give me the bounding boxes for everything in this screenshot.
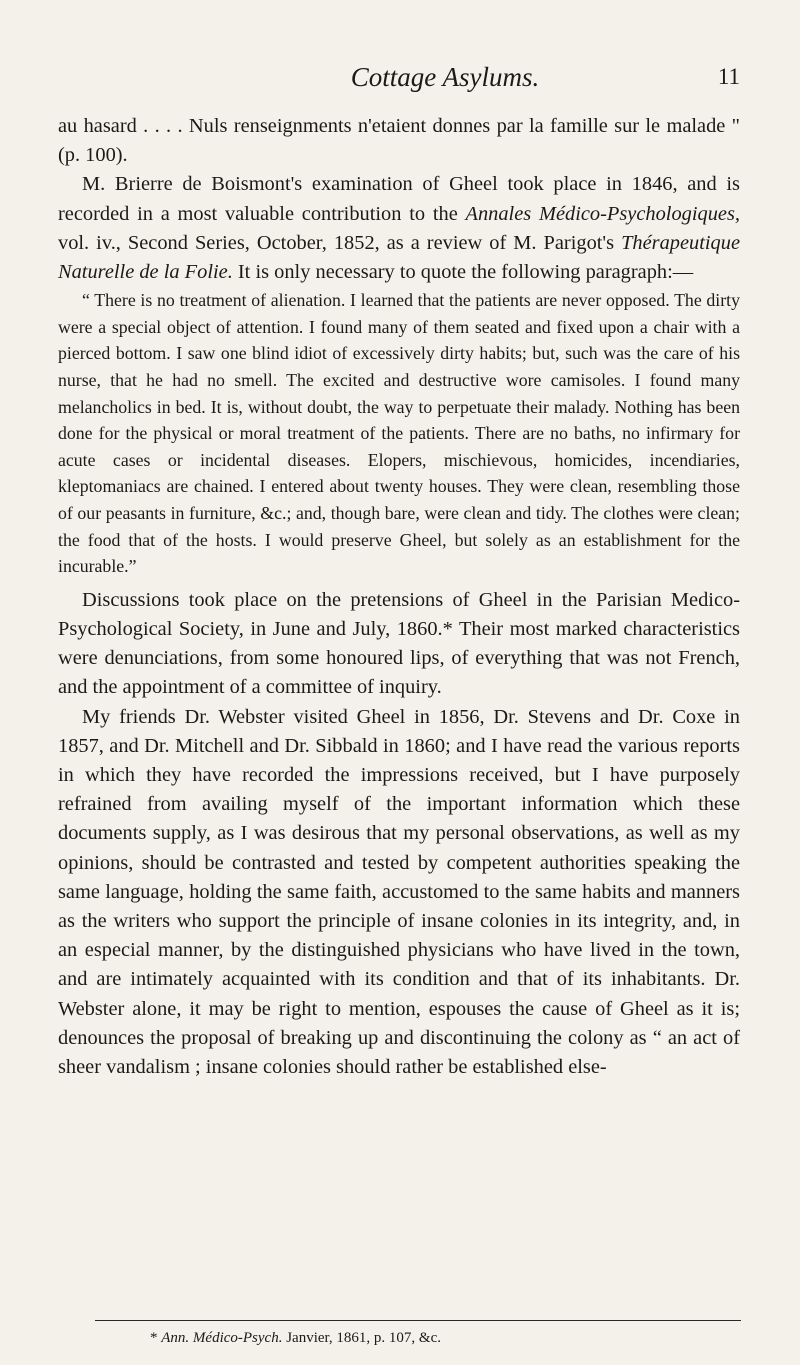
footnote [150, 1330, 710, 1347]
paragraph-text: vol. iv., Second Series, October, 1852, as a review of M. Parigot's [58, 231, 622, 254]
footnote-marker: * [150, 1330, 158, 1346]
page-number: 11 [717, 64, 740, 89]
journal-title: Annales Médico-Psychologiques, [465, 202, 740, 225]
paragraph-discussions: Discussions took place on the pretensions of Gheel in the Parisian Medico-Psychological Society, in June and July, 1860.* Their most marked characteristics were denunciations, from some honoured lips, of everything that was not French, and the appointment of a committee of inquiry. [58, 588, 740, 699]
footnote-divider [95, 1320, 741, 1321]
paragraph-continuation: au hasard . . . . Nuls renseignments n'etaient donnes par la famille sur le malade " (p. 100). [58, 115, 740, 167]
paragraph-boismont [58, 170, 740, 287]
page-header [150, 62, 740, 98]
paragraph-text: M. Brierre de Boismont's examination of Gheel took place in 1846, and is recorded in a most valuable contribution to the [58, 173, 740, 225]
block-quote: “ There is no treatment of alienation. I learned that the patients are never opposed. The dirty were a special object of attention. I found many of them seated and fixed upon a chair with a pierced bottom. I saw one blind idiot of excessively dirty habits; but, such was the care of his nurse, that he had no smell. The excited and destructive wore camisoles. I found many melancholics in bed. It is, without doubt, the way to perpetuate their malady. Nothing has been done for the physical or moral treatment of the patients. There are no baths, no infirmary for acute cases or incidental diseases. Elopers, mischievous, homicides, incendiaries, kleptomaniacs are chained. I entered about twenty houses. They were clean, resembling those of our peasants in furniture, &c.; and, though bare, were clean and tidy. The clothes were clean; the food that of the hosts. I would preserve Gheel, but solely as an establishment for the incurable.” [58, 290, 740, 577]
paragraph-text: It is only necessary to quote the following paragraph:— [232, 261, 694, 284]
footnote-source: Ann. Médico-Psych. [161, 1330, 283, 1346]
footnote-rest: Janvier, 1861, p. 107, &c. [282, 1330, 441, 1346]
running-title: Cottage Asylums. [350, 62, 540, 92]
body-text [58, 112, 740, 1082]
book-title: Thérapeutique Naturelle de la Folie. [58, 231, 740, 284]
paragraph-webster: My friends Dr. Webster visited Gheel in 1856, Dr. Stevens and Dr. Coxe in 1857, and Dr. Mitchell and Dr. Sibbald in 1860; and I have read the various reports in which they have recorded the impressions received, but I have purposely refrained from availing myself of the important information which these documents supply, as I was desirous that my personal observations, as well as my opinions, should be contrasted and tested by competent authorities speaking the same language, holding the same faith, accustomed to the same habits and manners as the writers who support the principle of insane colonies in its integrity, and, in an especial manner, by the distinguished physicians who have lived in the town, and are intimately acquainted with its condition and that of its inhabitants. Dr. Webster alone, it may be right to mention, espouses the cause of Gheel as it is; denounces the proposal of breaking up and discontinuing the colony as “ an act of sheer vandalism ; insane colonies should rather be established else- [58, 705, 740, 1078]
